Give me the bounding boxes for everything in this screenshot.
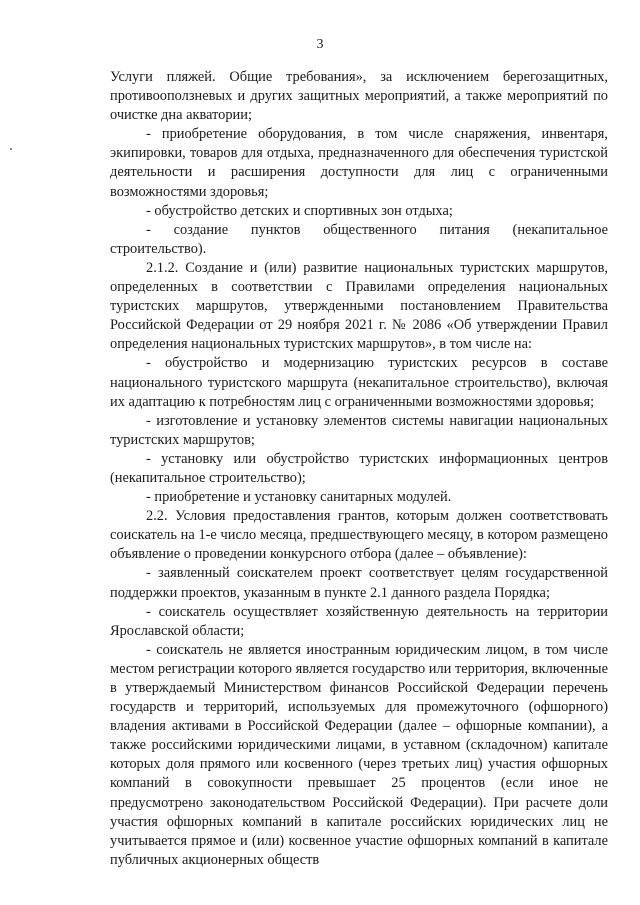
paragraph: - обустройство и модернизацию туристских ресурсов в составе национального туристского маршрута (некапитальное строительство), включая их адаптацию к потребностям лиц с ограниченными возможностями здоровья; <box>110 355 608 410</box>
paragraph: 2.1.2. Создание и (или) развитие национальных туристских маршрутов, определенных в соответствии с Правилами определения национальных туристских маршрутов, утвержденными постановлением Правительства Российской Федерации от 29 ноября 2021 г. № 2086 «Об утверждении Правил определения национальных туристских маршрутов», в том числе на: <box>110 259 608 353</box>
paragraph: 2.2. Условия предоставления грантов, которым должен соответствовать соискатель на 1-е число месяца, предшествующего месяцу, в котором размещено объявление о проведении конкурсного отбора (далее – объявление): <box>110 508 608 563</box>
paragraph: - обустройство детских и спортивных зон отдыха; <box>146 202 453 219</box>
paragraph: - заявленный соискателем проект соответствует целям государственной поддержки проектов, указанным в пункте 2.1 данного раздела Порядка; <box>110 565 608 601</box>
paragraph: - приобретение оборудования, в том числе снаряжения, инвентаря, экипировки, товаров для отдыха, предназначенного для обеспечения туристской деятельности и расширения доступности для лиц с ограниченными возможностями здоровья; <box>110 126 608 200</box>
paragraph: Услуги пляжей. Общие требования», за исключением берегозащитных, противооползневых и других защитных мероприятий, а также мероприятий по очистке дна акватории; <box>110 69 608 124</box>
paragraph: - соискатель осуществляет хозяйственную деятельность на территории Ярославской области; <box>110 603 608 639</box>
paragraph: - установку или обустройство туристских информационных центров (некапитальное строительство); <box>110 450 608 486</box>
paragraph: - создание пунктов общественного питания (некапитальное строительство). <box>110 221 608 257</box>
paragraph: - соискатель не является иностранным юридическим лицом, в том числе местом регистрации которого является государство или территория, включенные в утверждаемый Министерством финансов Российской Федерации перечень государств и территорий, используемых для промежуточного (офшорного) владения активами в Российской Федерации (далее – офшорные компании), а также российскими юридическими лицами, в уставном (складочном) капитале которых доля прямого или косвенного (через третьих лиц) участия офшорных компаний в совокупности превышает 25 процентов (если иное не предусмотрено законодательством Российской Федерации). При расчете доли участия офшорных компаний в капитале российских юридических лиц не учитывается прямое и (или) косвенное участие офшорных компаний в капитале публичных акционерных обществ <box>110 641 608 868</box>
scan-mark <box>10 148 12 150</box>
paragraph: - изготовление и установку элементов системы навигации национальных туристских маршрутов; <box>110 412 608 448</box>
page-number: 3 <box>316 37 324 52</box>
paragraph: - приобретение и установку санитарных модулей. <box>146 489 452 506</box>
document-body <box>110 68 608 870</box>
